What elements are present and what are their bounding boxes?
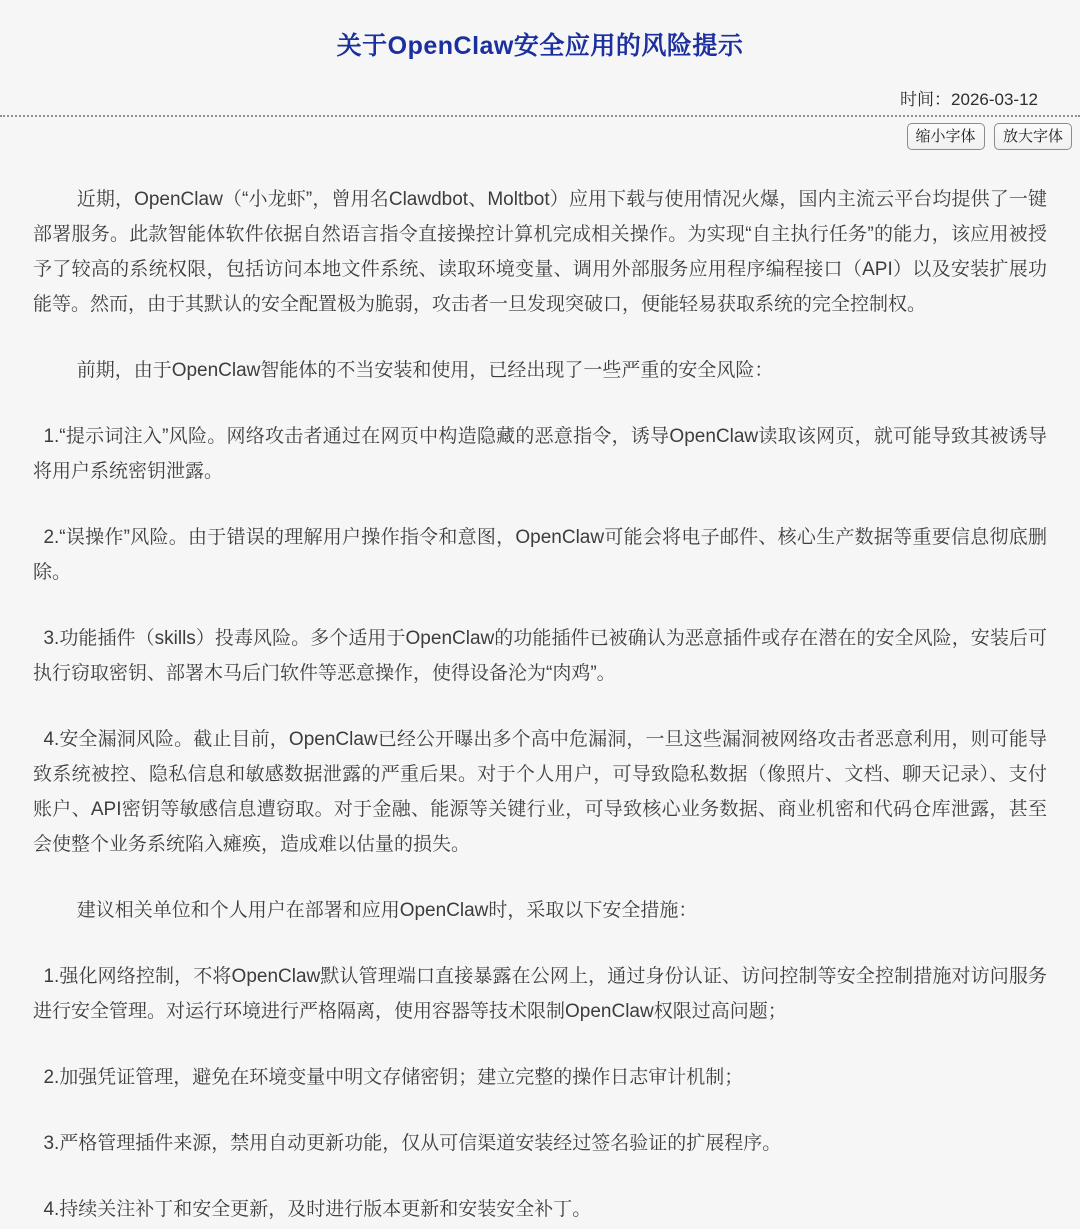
decrease-font-button[interactable]: 缩小字体 [907,123,985,150]
paragraph-measure-4: 4.持续关注补丁和安全更新，及时进行版本更新和安装安全补丁。 [43,1199,592,1220]
font-size-toolbar [0,117,1080,150]
paragraph-measure-2: 2.加强凭证管理，避免在环境变量中明文存储密钥；建立完整的操作日志审计机制； [43,1067,744,1088]
increase-font-button[interactable]: 放大字体 [994,123,1072,150]
paragraph-risk-2: 2.“误操作”风险。由于错误的理解用户操作指令和意图，OpenClaw可能会将电子邮件、核心生产数据等重要信息彻底删除。 [33,527,1047,583]
paragraph-intro: 近期，OpenClaw（“小龙虾”，曾用名Clawdbot、Moltbot）应用下载与使用情况火爆，国内主流云平台均提供了一键部署服务。此款智能体软件依据自然语言指令直接操控计算机完成相关操作。为实现“自主执行任务”的能力，该应用被授予了较高的系统权限，包括访问本地文件系统、读取环境变量、调用外部服务应用程序编程接口（API）以及安装扩展功能等。然而，由于其默认的安全配置极为脆弱，攻击者一旦发现突破口，便能轻易获取系统的完全控制权。 [33,189,1047,315]
page-title: 关于OpenClaw安全应用的风险提示 [336,32,744,60]
publish-date: 时间：2026-03-12 [900,90,1038,109]
paragraph-measure-3: 3.严格管理插件来源，禁用自动更新功能，仅从可信渠道安装经过签名验证的扩展程序。 [43,1133,782,1154]
paragraph-risks-intro: 前期，由于OpenClaw智能体的不当安装和使用，已经出现了一些严重的安全风险： [76,360,774,381]
article-body [0,182,1080,1227]
paragraph-risk-1: 1.“提示词注入”风险。网络攻击者通过在网页中构造隐藏的恶意指令，诱导OpenClaw读取该网页，就可能导致其被诱导将用户系统密钥泄露。 [33,426,1047,482]
notice-header [0,0,1080,117]
paragraph-risk-3: 3.功能插件（skills）投毒风险。多个适用于OpenClaw的功能插件已被确认为恶意插件或存在潜在的安全风险，安装后可执行窃取密钥、部署木马后门软件等恶意操作，使得设备沦为“肉鸡”。 [33,628,1047,684]
paragraph-advice-intro: 建议相关单位和个人用户在部署和应用OpenClaw时，采取以下安全措施： [76,900,698,921]
paragraph-risk-4: 4.安全漏洞风险。截止目前，OpenClaw已经公开曝出多个高中危漏洞，一旦这些漏洞被网络攻击者恶意利用，则可能导致系统被控、隐私信息和敏感数据泄露的严重后果。对于个人用户，可导致隐私数据（像照片、文档、聊天记录）、支付账户、API密钥等敏感信息遭窃取。对于金融、能源等关键行业，可导致核心业务数据、商业机密和代码仓库泄露，甚至会使整个业务系统陷入瘫痪，造成难以估量的损失。 [33,729,1047,855]
paragraph-measure-1: 1.强化网络控制，不将OpenClaw默认管理端口直接暴露在公网上，通过身份认证、访问控制等安全控制措施对访问服务进行安全管理。对运行环境进行严格隔离，使用容器等技术限制OpenClaw权限过高问题； [33,966,1047,1022]
